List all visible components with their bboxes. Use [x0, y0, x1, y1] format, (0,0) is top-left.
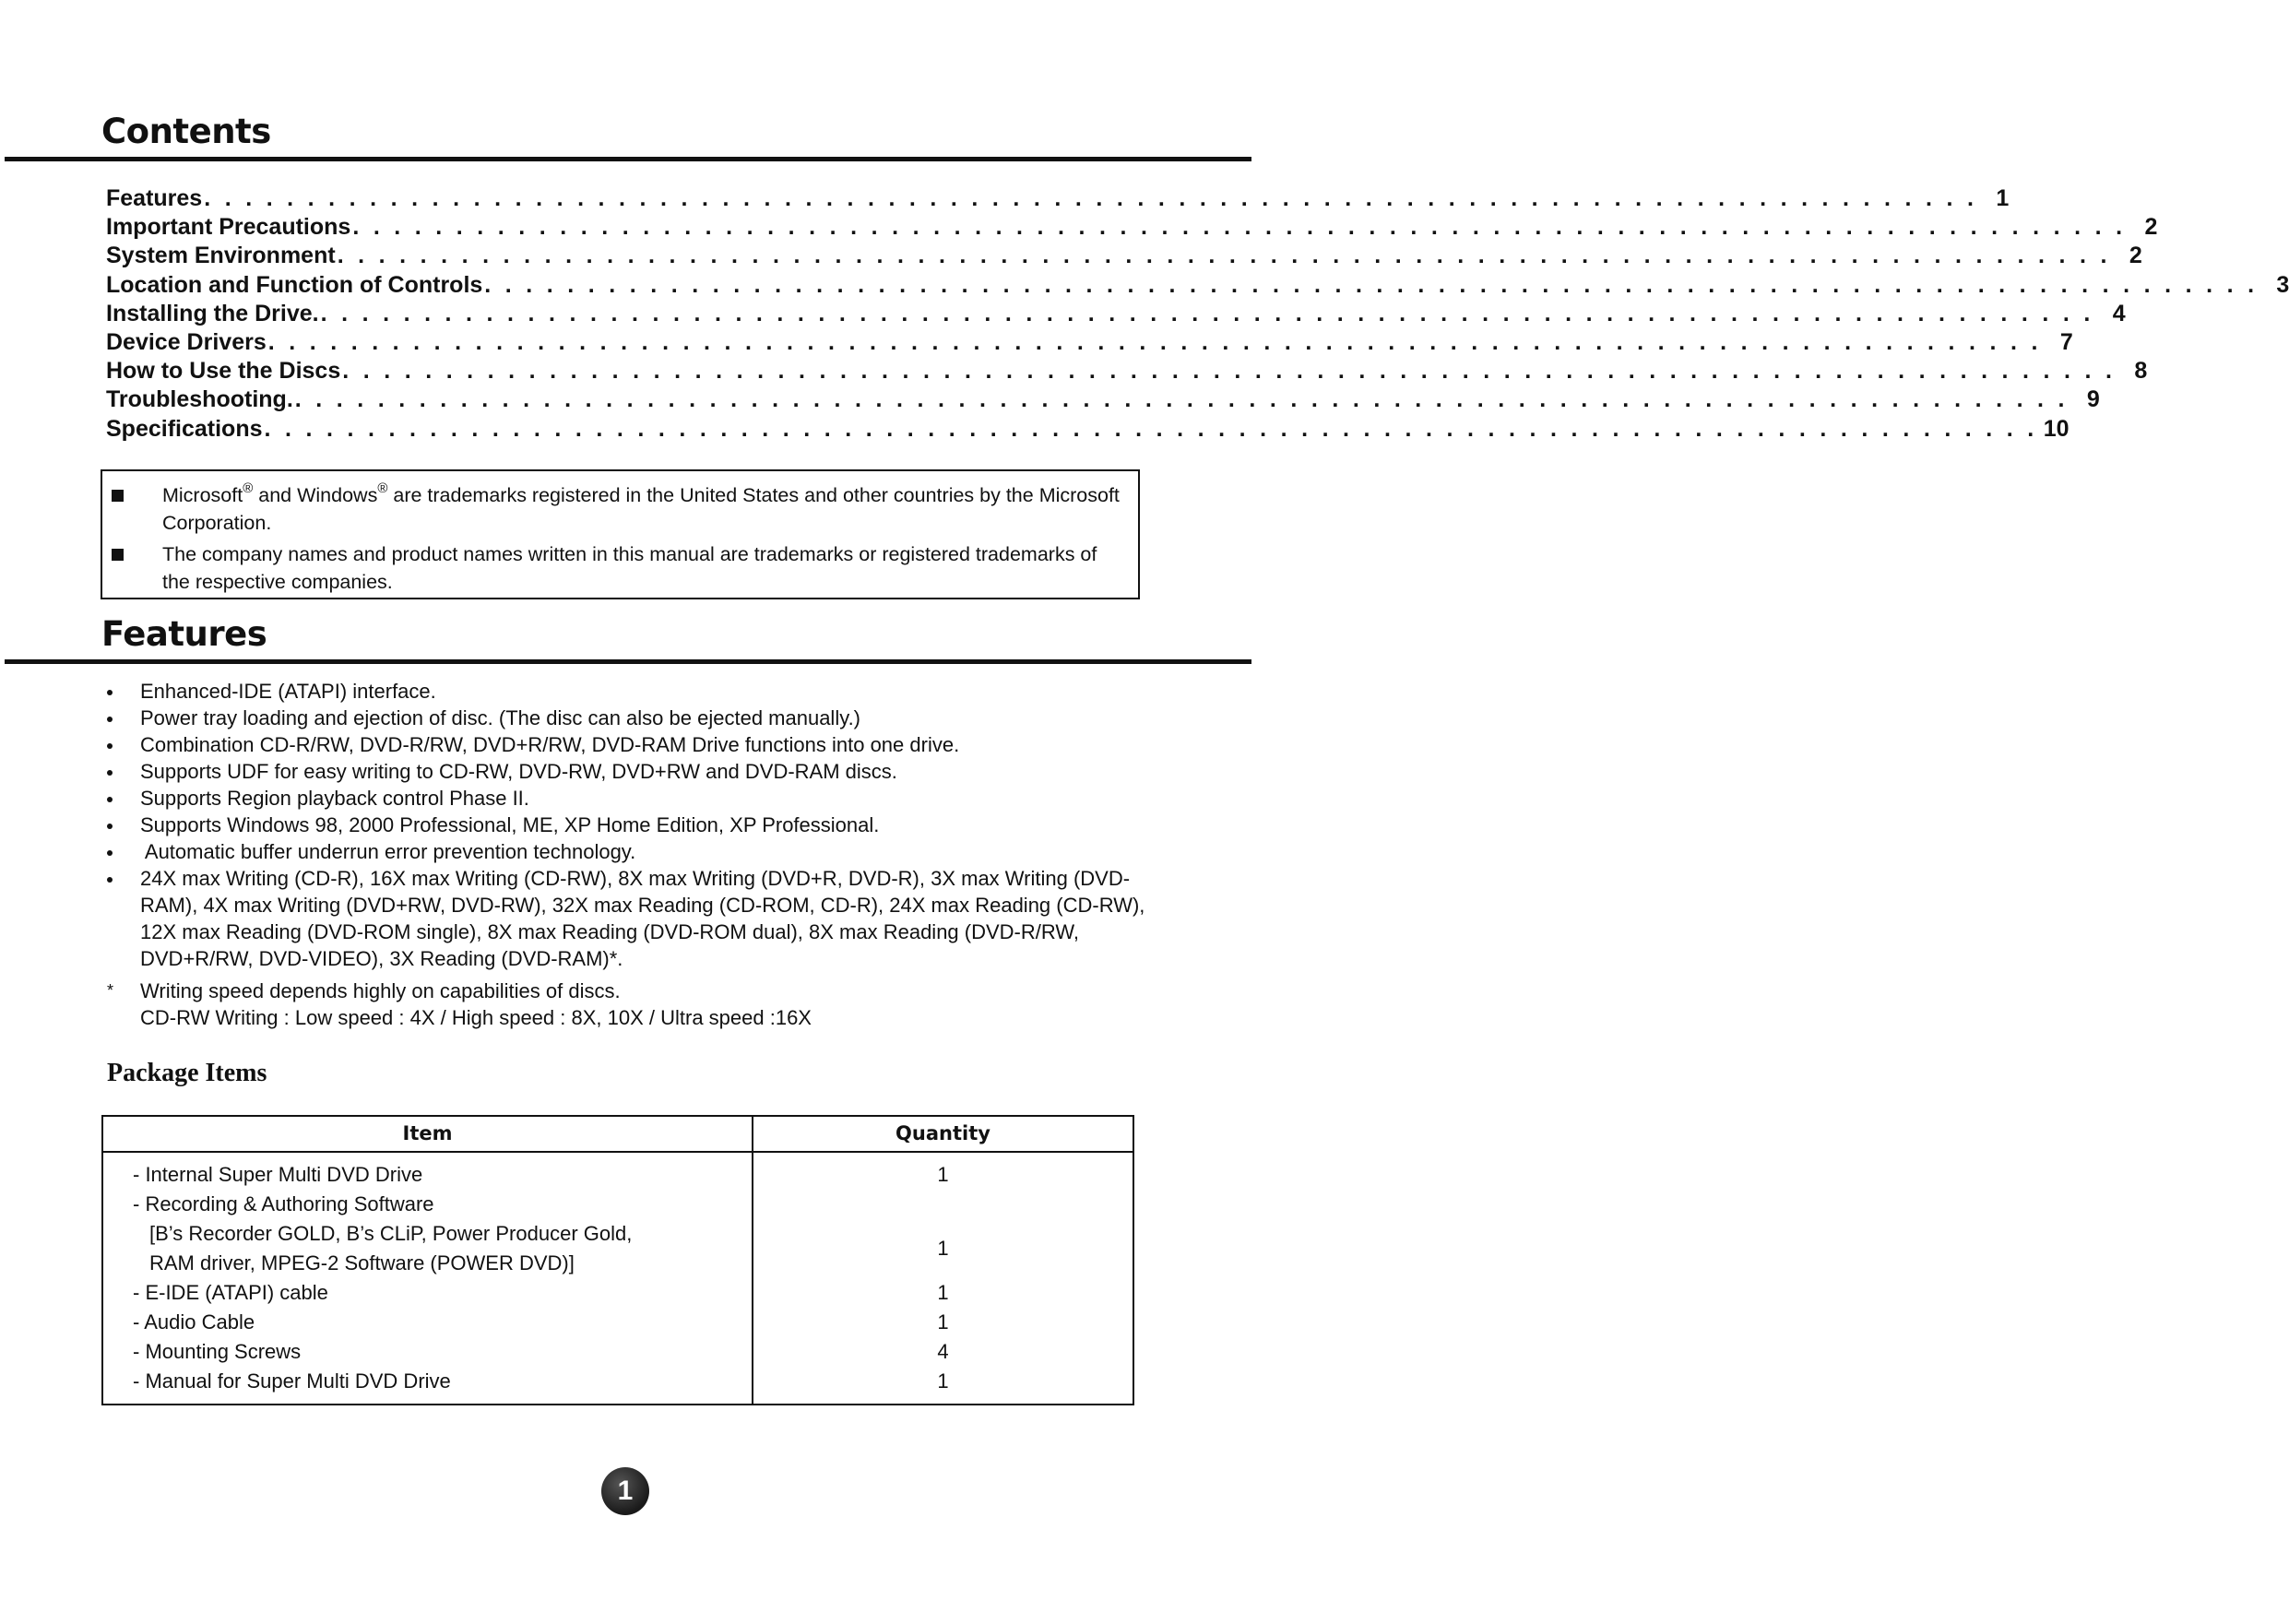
item-name-main: - Recording & Authoring Software: [133, 1192, 434, 1215]
toc-entry-system-environment[interactable]: [106, 242, 2142, 270]
table-body: [103, 1160, 1133, 1396]
feature-text: Power tray loading and ejection of disc. (The disc can also be ejected manually.): [140, 706, 861, 729]
toc-leader-dots: . . . . . . . . . . . . . . . . . . . . . . . . . . . . . . . . . . . . . . . . . . . . . . . . . . . . . . . . . . . . . . . . . . . . . . . . . . . . . . . . . . . . . .: [264, 415, 2038, 442]
contents-rule: [5, 157, 1251, 161]
toc-entry-important-precautions[interactable]: [106, 213, 2158, 242]
feature-item: [103, 705, 1155, 731]
toc-page-number: 1: [1996, 185, 2010, 211]
toc-label: Specifications: [106, 415, 263, 442]
toc-label: How to Use the Discs: [106, 358, 341, 385]
trademark-note-text: The company names and product names written in this manual are trademarks or registered trademarks of the respective companies.: [162, 543, 1097, 593]
toc-label: Location and Function of Controls: [106, 271, 483, 298]
note-line: CD-RW Writing : Low speed : 4X / High speed : 8X, 10X / Ultra speed :16X: [140, 1006, 812, 1029]
toc-label: Features: [106, 185, 203, 211]
features-title: Features: [101, 614, 267, 654]
square-bullet-icon: [112, 490, 124, 502]
trademark-note-text: [162, 481, 1129, 537]
bullet-icon: [107, 717, 113, 722]
item-name: [133, 1190, 741, 1278]
toc-page-number: 2: [2129, 243, 2142, 269]
trademark-note-box: [101, 469, 1140, 599]
bullet-icon: [107, 690, 113, 695]
toc-page-number: 10: [2043, 415, 2070, 442]
table-of-contents: [106, 184, 2289, 444]
trademark-note-rest: are trademarks registered in the United States and other countries by the Microsoft Corporation.: [162, 484, 1120, 534]
bullet-icon: [107, 877, 113, 883]
table-header: [103, 1117, 1133, 1153]
feature-text: Supports Region playback control Phase II.: [140, 787, 529, 810]
page-number-badge: 1: [601, 1467, 649, 1515]
toc-label: Important Precautions: [106, 214, 351, 241]
toc-leader-dots: . . . . . . . . . . . . . . . . . . . . . . . . . . . . . . . . . . . . . . . . . . . . . . . . . . . . . . . . . . . . . . . . . . . . . . . . . . . . . . . . . . . . . .: [267, 328, 2042, 355]
item-name: - Internal Super Multi DVD Drive: [133, 1163, 423, 1186]
writing-speed-note: [103, 978, 1155, 1031]
microsoft-text: Microsoft: [162, 484, 243, 506]
item-quantity: 1: [937, 1237, 949, 1260]
table-row: [103, 1278, 1133, 1308]
toc-label: Installing the Drive.: [106, 300, 319, 326]
bullet-icon: [107, 743, 113, 749]
registered-mark: ®: [377, 480, 388, 496]
toc-entry-installing-drive[interactable]: [106, 300, 2126, 328]
table-row: [103, 1337, 1133, 1367]
square-bullet-icon: [112, 549, 124, 561]
toc-label: System Environment: [106, 243, 336, 269]
feature-item: [103, 758, 1155, 785]
toc-page-number: 9: [2086, 386, 2100, 413]
toc-page-number: 8: [2134, 358, 2148, 385]
header-item: Item: [402, 1122, 453, 1144]
windows-text: and Windows: [253, 484, 378, 506]
asterisk-marker: *: [107, 981, 114, 1000]
item-quantity: 1: [937, 1281, 949, 1304]
toc-entry-how-to-use-discs[interactable]: [106, 357, 2148, 385]
toc-page-number: 7: [2059, 328, 2073, 355]
registered-mark: ®: [243, 480, 254, 496]
feature-item: [103, 678, 1155, 705]
bullet-icon: [107, 770, 113, 776]
toc-leader-dots: . . . . . . . . . . . . . . . . . . . . . . . . . . . . . . . . . . . . . . . . . . . . . . . . . . . . . . . . . . . . . . . . . . . . . . . . . . . . . . . . . . . . . .: [320, 300, 2094, 326]
toc-label: Device Drivers: [106, 328, 267, 355]
feature-item: [103, 838, 1155, 865]
feature-text: Enhanced-IDE (ATAPI) interface.: [140, 680, 436, 703]
item-name: - E-IDE (ATAPI) cable: [133, 1281, 328, 1304]
bullet-icon: [107, 797, 113, 802]
features-list: [103, 678, 1155, 1031]
header-quantity: Quantity: [895, 1122, 990, 1144]
package-items-title: Package Items: [107, 1059, 267, 1087]
feature-text: Automatic buffer underrun error prevention technology.: [140, 840, 636, 863]
toc-page-number: 2: [2144, 214, 2158, 241]
item-name-detail: RAM driver, MPEG-2 Software (POWER DVD)]: [149, 1251, 575, 1274]
toc-leader-dots: . . . . . . . . . . . . . . . . . . . . . . . . . . . . . . . . . . . . . . . . . . . . . . . . . . . . . . . . . . . . . . . . . . . . . . . . . . . . . . . . . . . . . .: [204, 185, 1978, 211]
note-line: Writing speed depends highly on capabilities of discs.: [140, 979, 621, 1002]
feature-text: 24X max Writing (CD-R), 16X max Writing (CD-RW), 8X max Writing (DVD+R, DVD-R), 3X max Writing (DVD-RAM), 4X max Writing (DVD+RW, DVD-RW), 32X max Reading (CD-ROM, CD-R), 24X max Reading (CD-RW), 12X max Reading (DVD-ROM single), 8X max Reading (DVD-ROM dual), 8X max Reading (DVD-R/RW, DVD+R/RW, DVD-VIDEO), 3X Reading (DVD-RAM)*.: [140, 867, 1145, 970]
bullet-icon: [107, 824, 113, 829]
table-row: [103, 1160, 1133, 1190]
item-quantity: 1: [937, 1369, 949, 1393]
feature-item: [103, 865, 1155, 972]
feature-item: [103, 731, 1155, 758]
toc-entry-device-drivers[interactable]: [106, 328, 2073, 357]
package-items-table: [101, 1115, 1134, 1405]
item-name: - Manual for Super Multi DVD Drive: [133, 1369, 451, 1393]
toc-leader-dots: . . . . . . . . . . . . . . . . . . . . . . . . . . . . . . . . . . . . . . . . . . . . . . . . . . . . . . . . . . . . . . . . . . . . . . . . . . . . . . . . . . . . . .: [484, 271, 2259, 298]
toc-leader-dots: . . . . . . . . . . . . . . . . . . . . . . . . . . . . . . . . . . . . . . . . . . . . . . . . . . . . . . . . . . . . . . . . . . . . . . . . . . . . . . . . . . . . . .: [294, 386, 2069, 413]
item-name-detail: [B’s Recorder GOLD, B’s CLiP, Power Producer Gold,: [149, 1222, 633, 1245]
features-rule: [5, 659, 1251, 664]
feature-item: [103, 812, 1155, 838]
contents-title: Contents: [101, 112, 271, 151]
toc-entry-location-controls[interactable]: [106, 271, 2289, 300]
feature-item: [103, 785, 1155, 812]
item-name: - Audio Cable: [133, 1310, 255, 1334]
table-row: [103, 1367, 1133, 1396]
item-name: - Mounting Screws: [133, 1340, 302, 1363]
feature-text: Supports UDF for easy writing to CD-RW, DVD-RW, DVD+RW and DVD-RAM discs.: [140, 760, 897, 783]
toc-entry-features[interactable]: [106, 184, 2010, 213]
table-row: [103, 1308, 1133, 1337]
table-row: [103, 1190, 1133, 1278]
toc-leader-dots: . . . . . . . . . . . . . . . . . . . . . . . . . . . . . . . . . . . . . . . . . . . . . . . . . . . . . . . . . . . . . . . . . . . . . . . . . . . . . . . . . . . . . .: [337, 243, 2111, 269]
toc-page-number: 3: [2276, 271, 2289, 298]
item-quantity: 1: [937, 1163, 949, 1186]
item-quantity: 4: [937, 1340, 949, 1363]
toc-entry-specifications[interactable]: [106, 415, 2070, 444]
toc-label: Troubleshooting.: [106, 386, 293, 413]
feature-text: Combination CD-R/RW, DVD-R/RW, DVD+R/RW, DVD-RAM Drive functions into one drive.: [140, 733, 960, 756]
toc-leader-dots: . . . . . . . . . . . . . . . . . . . . . . . . . . . . . . . . . . . . . . . . . . . . . . . . . . . . . . . . . . . . . . . . . . . . . . . . . . . . . . . . . . . . . .: [352, 214, 2127, 241]
feature-text: Supports Windows 98, 2000 Professional, ME, XP Home Edition, XP Professional.: [140, 813, 880, 836]
bullet-icon: [107, 850, 113, 856]
item-quantity: 1: [937, 1310, 949, 1334]
toc-leader-dots: . . . . . . . . . . . . . . . . . . . . . . . . . . . . . . . . . . . . . . . . . . . . . . . . . . . . . . . . . . . . . . . . . . . . . . . . . . . . . . . . . . . . . .: [342, 358, 2117, 385]
toc-entry-troubleshooting[interactable]: [106, 385, 2100, 414]
toc-page-number: 4: [2112, 300, 2126, 326]
